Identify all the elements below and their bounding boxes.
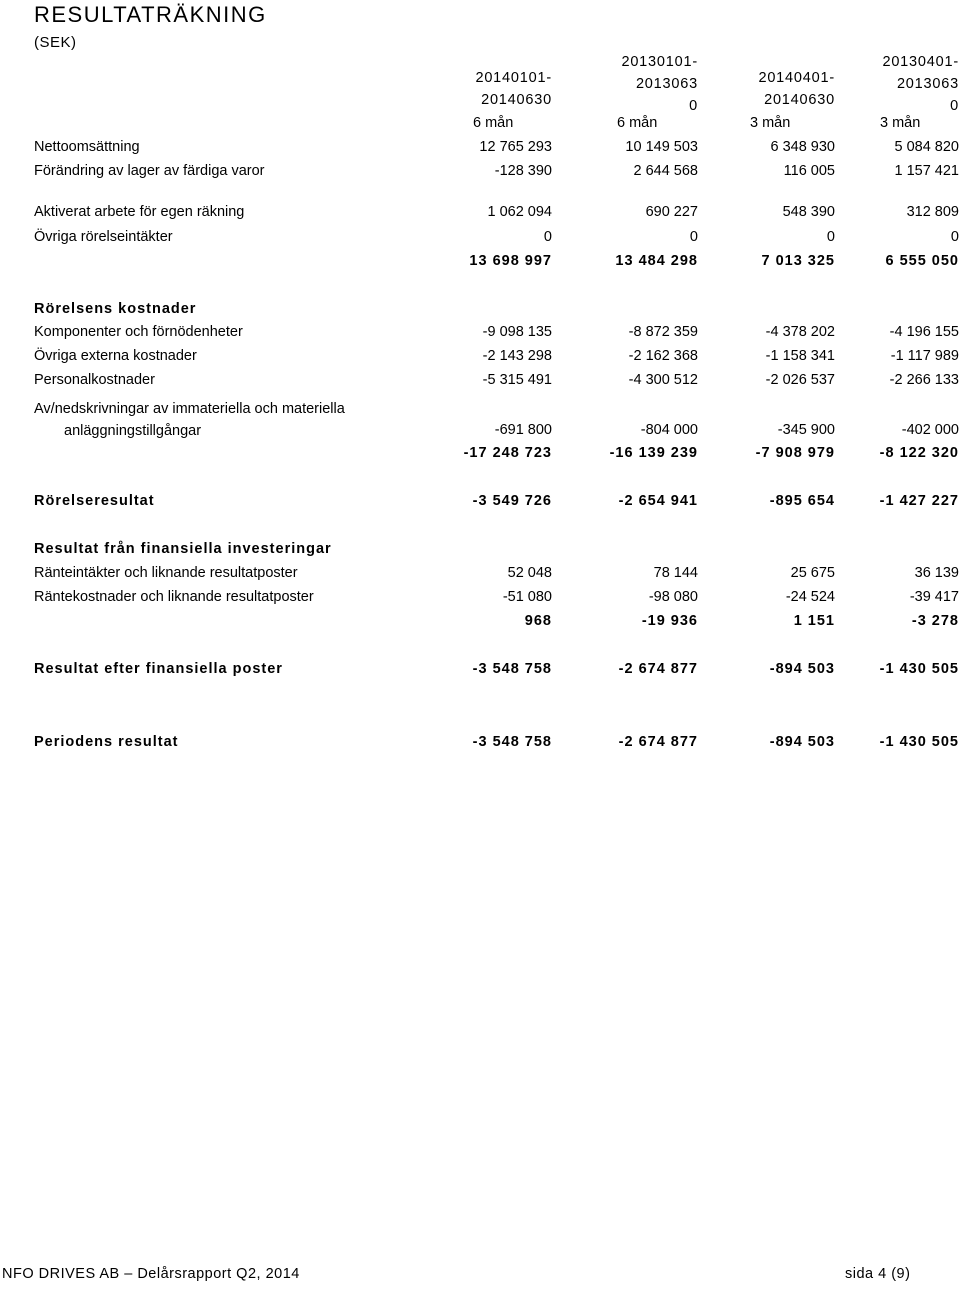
cell: -3 278 — [911, 613, 959, 629]
cell: -402 000 — [901, 422, 959, 438]
cell: -2 266 133 — [889, 372, 959, 388]
cell: 968 — [524, 613, 552, 629]
row-label: Rörelseresultat — [34, 493, 155, 509]
column-header-2: 20130101- 2013063 0 — [621, 54, 698, 114]
cell: -3 548 758 — [472, 661, 552, 677]
cell: 116 005 — [783, 163, 835, 179]
cell: -691 800 — [494, 422, 552, 438]
subtotal-row — [0, 441, 960, 465]
cell: 1 062 094 — [487, 204, 552, 220]
period-2: 6 mån — [617, 115, 658, 131]
row-label: Av/nedskrivningar av immateriella och materiella anläggningstillgångar — [34, 401, 345, 439]
period-3: 3 mån — [750, 115, 791, 131]
cell: -16 139 239 — [609, 445, 698, 461]
cell: 548 390 — [782, 204, 835, 220]
row-label: Resultat efter finansiella poster — [34, 661, 283, 677]
table-row — [0, 225, 960, 249]
cell: 0 — [543, 229, 552, 245]
table-row — [0, 159, 960, 183]
cell: -8 122 320 — [879, 445, 959, 461]
period-4: 3 mån — [880, 115, 921, 131]
cell: 25 675 — [790, 565, 835, 581]
cell: -1 117 989 — [890, 348, 959, 364]
table-row — [0, 585, 960, 609]
column-header-1: 20140101- 20140630 — [475, 70, 552, 108]
row-label: Nettoomsättning — [34, 139, 140, 155]
table-row — [0, 320, 960, 344]
cell: -1 158 341 — [765, 348, 835, 364]
cell: 5 084 820 — [894, 139, 959, 155]
section-heading — [0, 537, 960, 561]
cell: 690 227 — [645, 204, 698, 220]
cell: -4 300 512 — [628, 372, 698, 388]
cell: -8 872 359 — [628, 324, 698, 340]
cell: -17 248 723 — [463, 445, 552, 461]
cell: 13 698 997 — [469, 253, 552, 269]
row-label: Personalkostnader — [34, 372, 155, 388]
cell: -7 908 979 — [755, 445, 835, 461]
cell: -1 430 505 — [879, 734, 959, 750]
subtotal-row — [0, 249, 960, 273]
cell: 0 — [950, 229, 959, 245]
row-label: Övriga rörelseintäkter — [34, 229, 173, 245]
table-row — [0, 200, 960, 224]
cell: -804 000 — [640, 422, 698, 438]
total-row — [0, 657, 960, 681]
column-header-3: 20140401- 20140630 — [758, 70, 835, 108]
cell: 1 157 421 — [894, 163, 959, 179]
cell: -2 674 877 — [618, 661, 698, 677]
cell: -1 427 227 — [879, 493, 959, 509]
row-label: Komponenter och förnödenheter — [34, 324, 243, 340]
period-row — [0, 111, 960, 135]
cell: 7 013 325 — [761, 253, 835, 269]
row-label: Aktiverat arbete för egen räkning — [34, 204, 245, 220]
table-row — [0, 135, 960, 159]
cell: -345 900 — [777, 422, 835, 438]
row-label: Förändring av lager av färdiga varor — [34, 163, 265, 179]
cell: -1 430 505 — [879, 661, 959, 677]
cell: -4 196 155 — [889, 324, 959, 340]
cell: 78 144 — [653, 565, 698, 581]
column-header-4: 20130401- 2013063 0 — [882, 54, 959, 114]
cell: -9 098 135 — [482, 324, 552, 340]
total-row — [0, 730, 960, 754]
cell: -39 417 — [909, 589, 959, 605]
cell: -2 143 298 — [482, 348, 552, 364]
cell: -128 390 — [494, 163, 552, 179]
cell: -19 936 — [641, 613, 698, 629]
cell: -98 080 — [648, 589, 698, 605]
table-row — [0, 344, 960, 368]
period-1: 6 mån — [473, 115, 514, 131]
cell: -3 548 758 — [472, 734, 552, 750]
cell: -2 654 941 — [618, 493, 698, 509]
currency-label: (SEK) — [34, 34, 77, 51]
cell: 52 048 — [507, 565, 552, 581]
row-label: Resultat från finansiella investeringar — [34, 541, 332, 557]
row-label: Övriga externa kostnader — [34, 348, 197, 364]
cell: 312 809 — [906, 204, 959, 220]
cell: -2 674 877 — [618, 734, 698, 750]
cell: 0 — [826, 229, 835, 245]
cell: -3 549 726 — [472, 493, 552, 509]
cell: 1 151 — [793, 613, 835, 629]
subtotal-row — [0, 609, 960, 633]
table-row — [0, 561, 960, 585]
footer-document-info: NFO DRIVES AB – Delårsrapport Q2, 2014 — [2, 1266, 300, 1282]
page-title: RESULTATRÄKNING — [34, 2, 267, 27]
footer-page-number: sida 4 (9) — [845, 1266, 911, 1282]
cell: -2 026 537 — [765, 372, 835, 388]
cell: -4 378 202 — [765, 324, 835, 340]
cell: 2 644 568 — [633, 163, 698, 179]
cell: -5 315 491 — [482, 372, 552, 388]
cell: 36 139 — [914, 565, 959, 581]
total-row — [0, 489, 960, 513]
cell: 0 — [689, 229, 698, 245]
cell: 12 765 293 — [479, 139, 552, 155]
cell: -51 080 — [502, 589, 552, 605]
row-label: Periodens resultat — [34, 734, 179, 750]
row-label: Rörelsens kostnader — [34, 301, 197, 317]
cell: -895 654 — [769, 493, 835, 509]
row-label: Ränteintäkter och liknande resultatposter — [34, 565, 298, 581]
section-heading — [0, 297, 960, 321]
cell: -894 503 — [769, 734, 835, 750]
row-label: Räntekostnader och liknande resultatposter — [34, 589, 314, 605]
cell: -24 524 — [785, 589, 835, 605]
table-row — [0, 396, 960, 444]
cell: 10 149 503 — [625, 139, 698, 155]
cell: -894 503 — [769, 661, 835, 677]
cell: 13 484 298 — [615, 253, 698, 269]
cell: 6 348 930 — [770, 139, 835, 155]
cell: 6 555 050 — [885, 253, 959, 269]
table-row — [0, 368, 960, 392]
cell: -2 162 368 — [628, 348, 698, 364]
